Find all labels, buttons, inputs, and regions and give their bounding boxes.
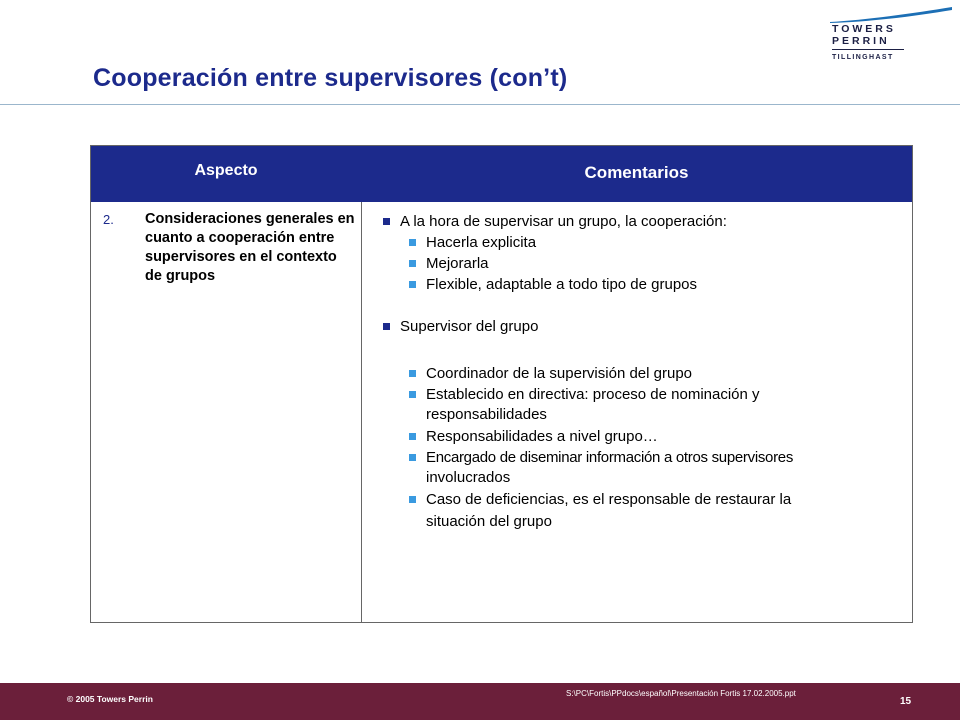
header-comentarios: Comentarios: [584, 163, 689, 182]
company-logo: [826, 4, 954, 64]
table-header: [91, 146, 912, 202]
square-bullet-icon: [409, 281, 416, 288]
square-bullet-icon: [409, 391, 416, 398]
title-divider: [0, 104, 960, 105]
square-bullet-icon: [409, 433, 416, 440]
footer-copyright: © 2005 Towers Perrin: [67, 694, 153, 704]
square-bullet-icon: [409, 239, 416, 246]
header-aspecto: Aspecto: [194, 162, 258, 179]
footer-file-path: S:\PC\Fortis\PPdocs\español\Presentación Fortis 17.02.2005.ppt: [566, 689, 796, 698]
aspect-number: 2.: [103, 212, 114, 227]
square-bullet-icon: [409, 496, 416, 503]
logo-line-2: PERRIN: [832, 35, 890, 47]
square-bullet-icon: [409, 260, 416, 267]
page-number: 15: [900, 696, 912, 707]
square-bullet-icon: [409, 370, 416, 377]
logo-line-1: TOWERS: [832, 23, 896, 35]
logo-line-3: TILLINGHAST: [832, 54, 894, 61]
square-bullet-icon: [383, 218, 390, 225]
column-divider: [361, 202, 362, 622]
page-title: Cooperación entre supervisores (con’t): [93, 64, 568, 92]
logo-rule: [832, 49, 904, 50]
square-bullet-icon: [409, 454, 416, 461]
content-table: Aspecto Comentarios 2. Consideraciones generales en cuanto a cooperación entre supervisores en el contexto de grupos A la hora de supervisar un grupo, la cooperación: Hacerla explicita Mejorarla Flexible, adaptable a todo tipo de grupos Supervisor del grupo Coordinador de la supervisión del grupo Establecido en directiva: proceso de nominación y responsabilidades Responsabilidades a nivel grupo… Encargado de diseminar información a otros supervisores involucrados Caso de deficiencias, es el responsable de restaurar la situación del grupo: [90, 145, 913, 623]
square-bullet-icon: [383, 323, 390, 330]
logo-swoosh-icon: [826, 4, 954, 24]
aspect-text: Consideraciones generales en cuanto a cooperación entre supervisores en el contexto de grupos: [145, 211, 355, 284]
footer-bar: [0, 683, 960, 720]
